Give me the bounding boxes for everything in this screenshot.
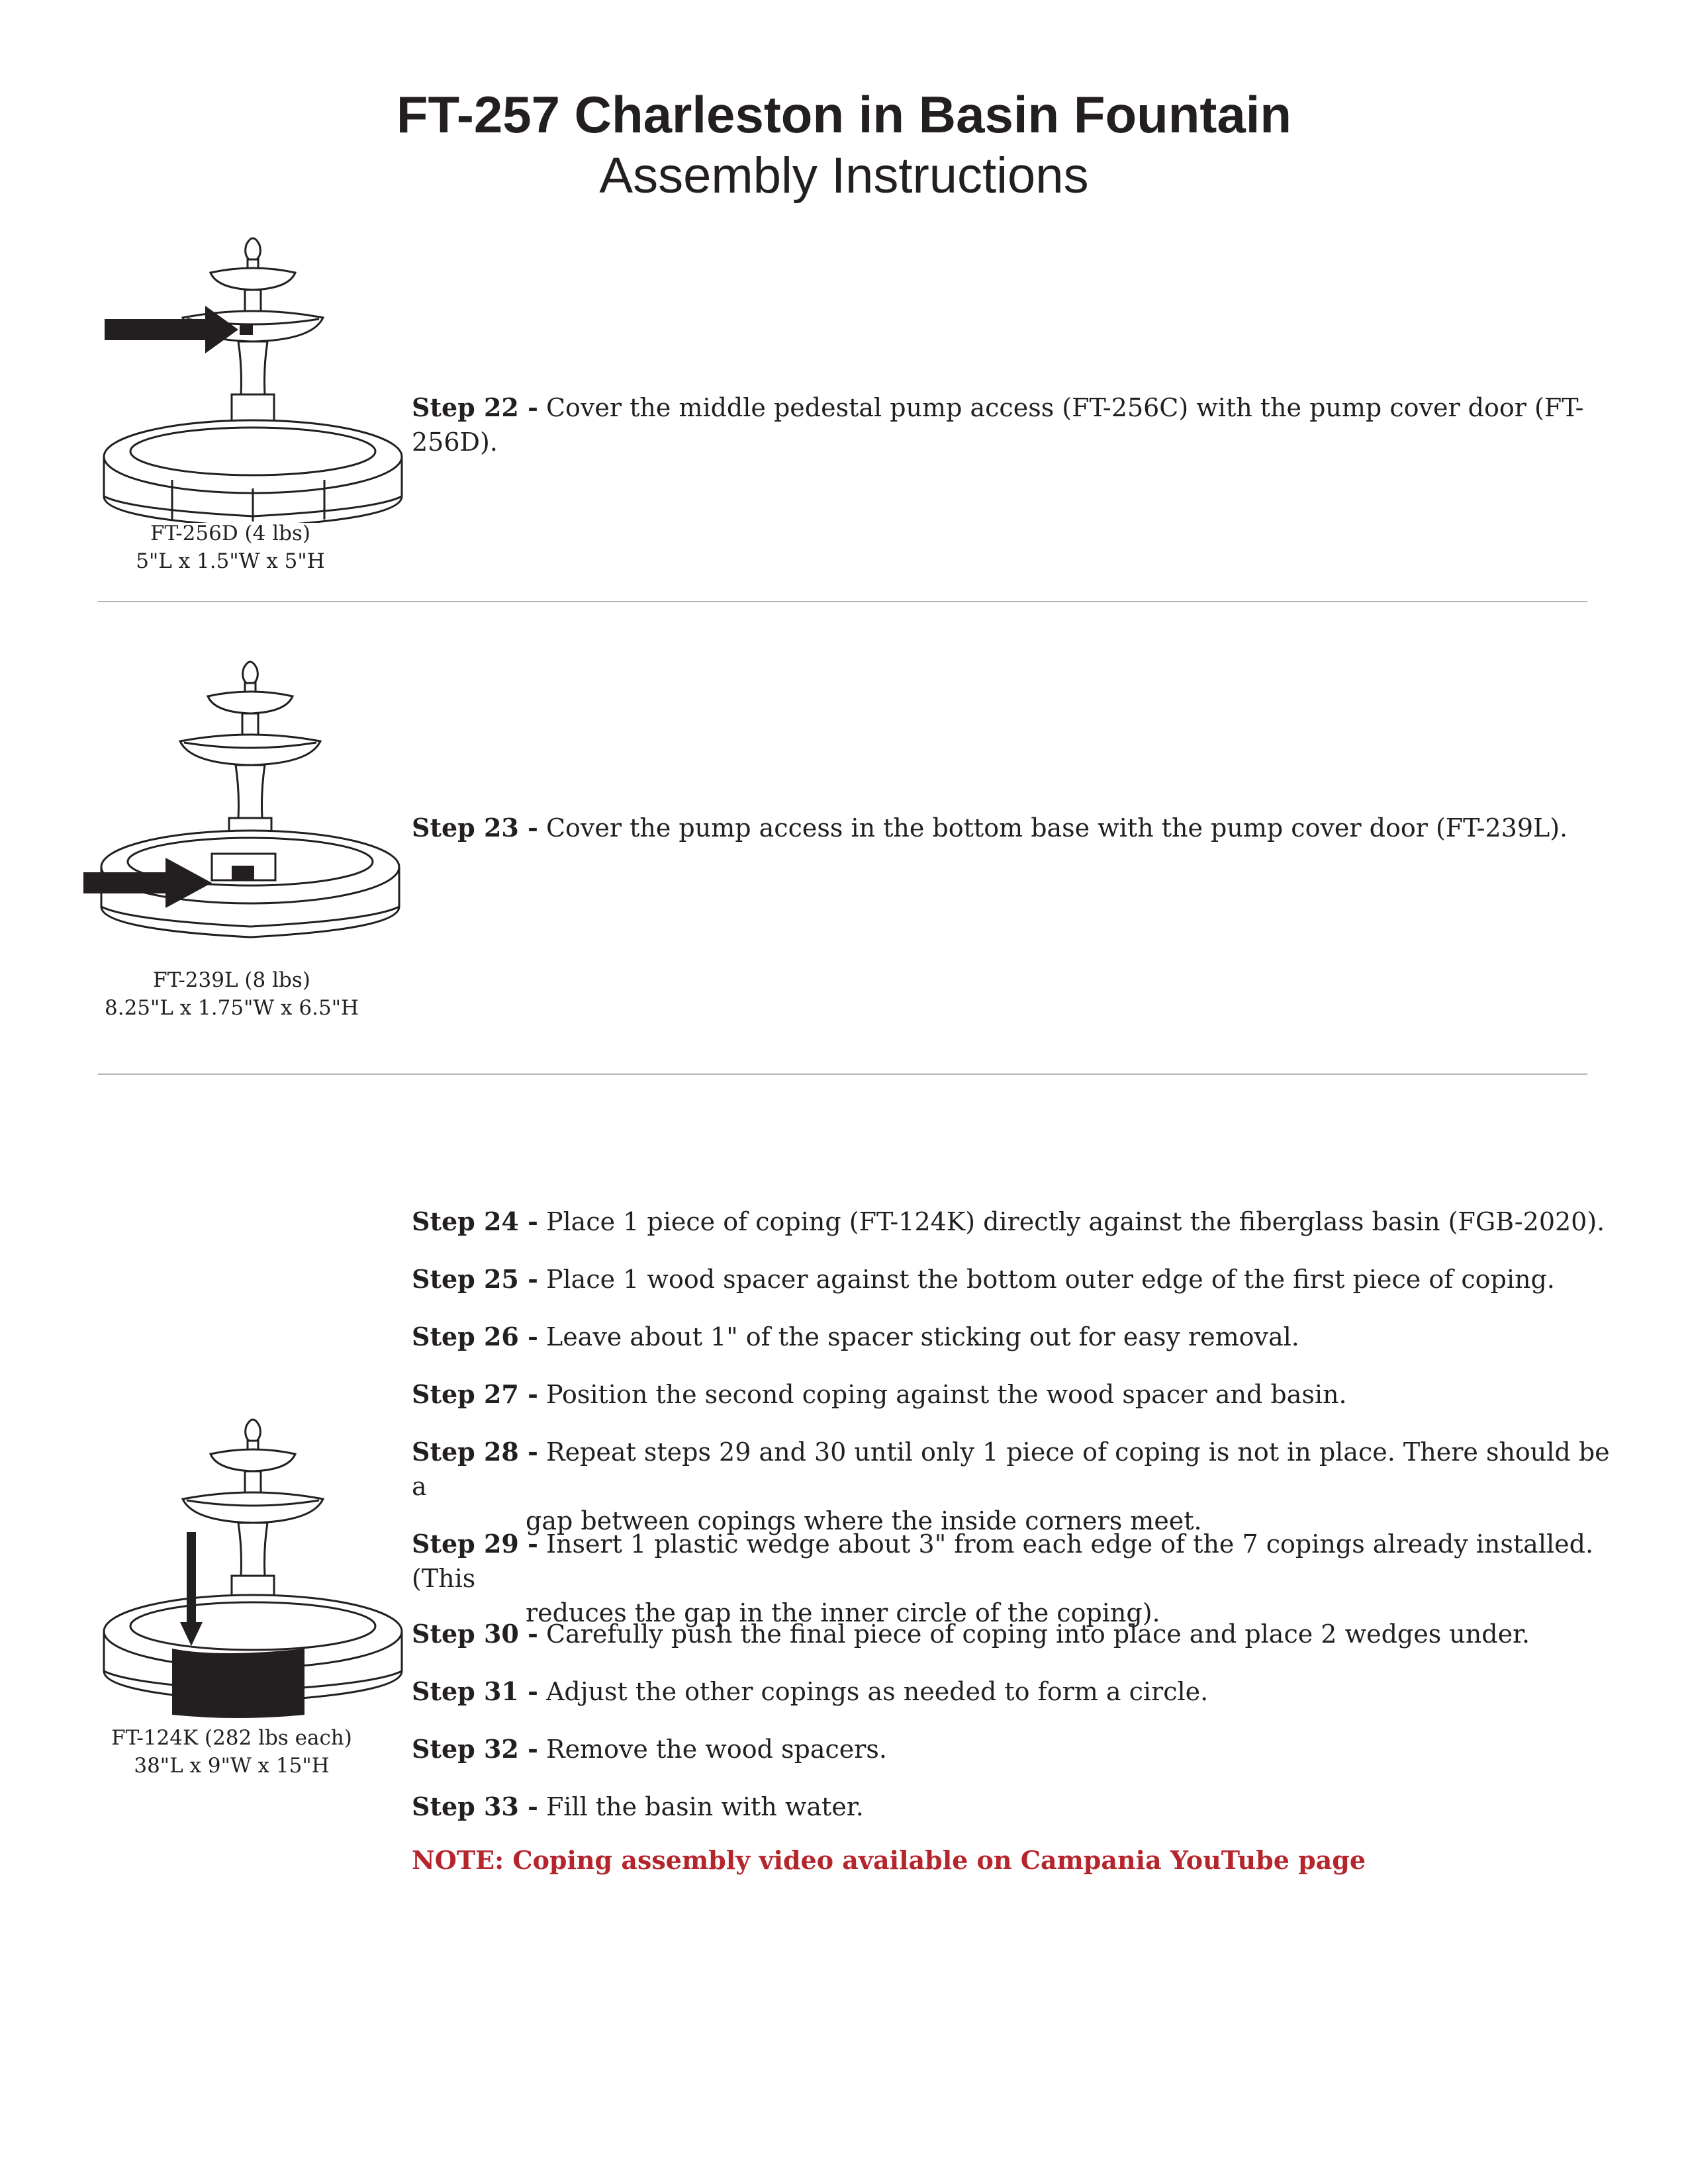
step-text: Cover the pump access in the bottom base with the pump cover door (FT-239L). xyxy=(545,813,1568,842)
fountain-with-arrow-middle-tier-icon xyxy=(99,218,410,523)
step-27 xyxy=(412,1377,1617,1412)
step-label: Step 24 - xyxy=(412,1206,538,1236)
step-26 xyxy=(412,1320,1617,1354)
step-23 xyxy=(412,811,1617,845)
step-label: Step 25 - xyxy=(412,1264,538,1294)
step-label: Step 31 - xyxy=(412,1676,538,1706)
step-label: Step 33 - xyxy=(412,1792,538,1821)
step-text: Cover the middle pedestal pump access (FT-256C) with the pump cover door (FT-256D). xyxy=(412,393,1584,457)
part-dimensions: 8.25"L x 1.75"W x 6.5"H xyxy=(105,996,359,1020)
part-dimensions: 5"L x 1.5"W x 5"H xyxy=(136,549,325,573)
step-text: Place 1 piece of coping (FT-124K) directly against the fiberglass basin (FGB-2020). xyxy=(545,1207,1605,1236)
section-divider xyxy=(98,601,1587,602)
step-text-continued: reduces the gap in the inner circle of the coping). xyxy=(526,1598,1160,1627)
step-22 xyxy=(412,390,1617,459)
step-31 xyxy=(412,1674,1617,1709)
step-label: Step 22 - xyxy=(412,392,538,422)
step-text: Fill the basin with water. xyxy=(545,1792,864,1821)
section-divider xyxy=(98,1073,1587,1075)
step-text: Remove the wood spacers. xyxy=(545,1735,887,1764)
step-text: Adjust the other copings as needed to form a circle. xyxy=(545,1677,1209,1706)
fountain-with-arrow-bottom-base-icon xyxy=(79,655,404,940)
step-24 xyxy=(412,1205,1617,1239)
step-25 xyxy=(412,1262,1617,1297)
step-text: Repeat steps 29 and 30 until only 1 piece of coping is not in place. There should be a xyxy=(412,1437,1610,1501)
step-text: Carefully push the final piece of coping into place and place 2 wedges under. xyxy=(545,1619,1530,1649)
step-text: Leave about 1" of the spacer sticking out for easy removal. xyxy=(545,1322,1299,1351)
step-33 xyxy=(412,1790,1617,1824)
coping-video-note: NOTE: Coping assembly video available on Campania YouTube page xyxy=(412,1845,1366,1875)
step-label: Step 26 - xyxy=(412,1322,538,1351)
step-text: Insert 1 plastic wedge about 3" from each edge of the 7 copings already installed. (This xyxy=(412,1529,1594,1593)
part-caption: FT-239L (8 lbs) xyxy=(153,968,310,992)
fountain-with-coping-arrow-icon xyxy=(99,1413,410,1724)
step-text: Place 1 wood spacer against the bottom outer edge of the first piece of coping. xyxy=(545,1265,1555,1294)
step-text-continued: gap between copings where the inside corners meet. xyxy=(526,1506,1202,1535)
step-32 xyxy=(412,1732,1617,1766)
step-label: Step 27 - xyxy=(412,1379,538,1409)
page-title: FT-257 Charleston in Basin Fountain xyxy=(396,85,1292,144)
step-label: Step 30 - xyxy=(412,1619,538,1649)
part-dimensions: 38"L x 9"W x 15"H xyxy=(134,1754,330,1778)
step-label: Step 28 - xyxy=(412,1437,538,1467)
step-text: Position the second coping against the wood spacer and basin. xyxy=(545,1380,1347,1409)
step-label: Step 29 - xyxy=(412,1529,538,1559)
step-28 xyxy=(412,1435,1617,1538)
part-caption: FT-124K (282 lbs each) xyxy=(111,1726,352,1750)
step-30 xyxy=(412,1617,1617,1651)
step-label: Step 32 - xyxy=(412,1734,538,1764)
step-29 xyxy=(412,1527,1617,1630)
page-subtitle: Assembly Instructions xyxy=(599,148,1089,204)
part-caption: FT-256D (4 lbs) xyxy=(150,522,310,545)
step-label: Step 23 - xyxy=(412,813,538,842)
